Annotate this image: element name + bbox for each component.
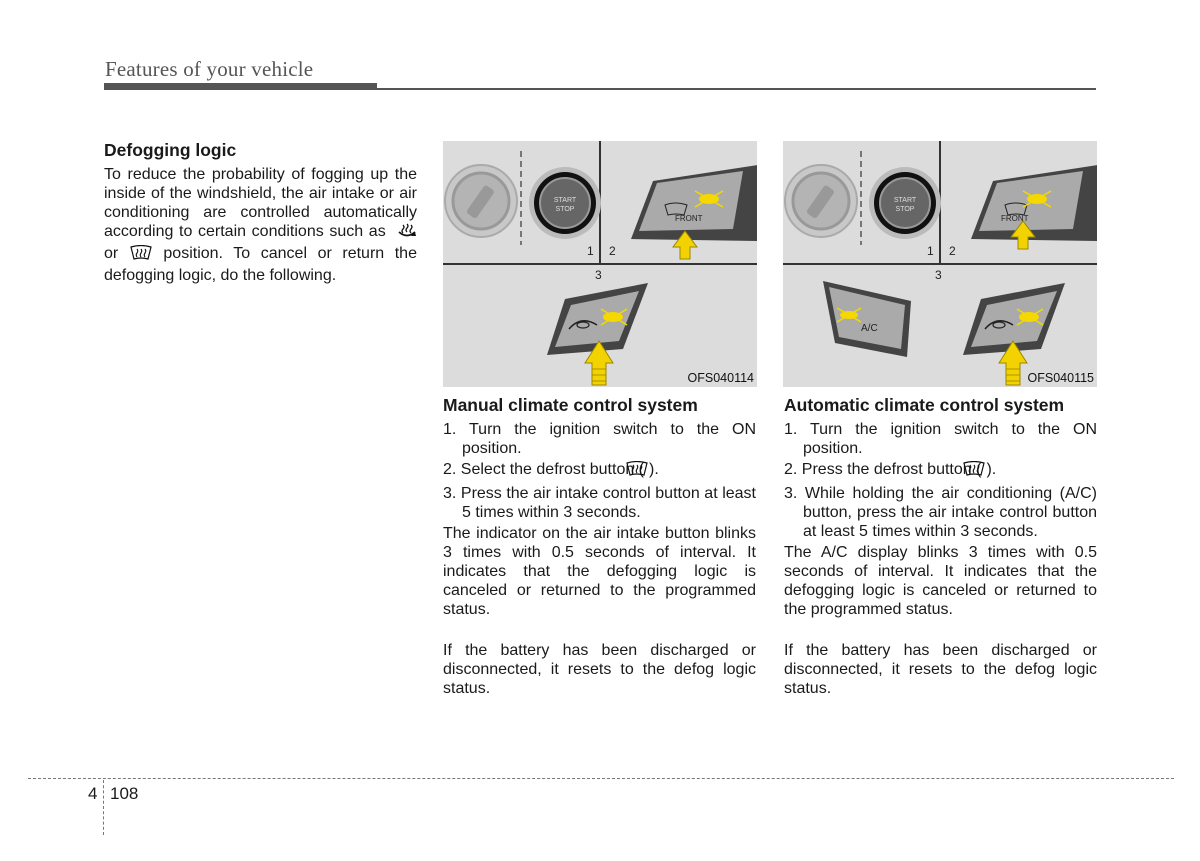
manual-step-1: 1. Turn the ignition switch to the ON position. — [443, 421, 756, 457]
page-number: 108 — [110, 784, 139, 803]
header-rule-thick — [104, 83, 377, 90]
automatic-illustration — [783, 141, 1097, 387]
chapter-number: 4 — [88, 784, 98, 803]
manual-illustration — [443, 141, 757, 387]
callout-3: 3 — [595, 268, 602, 282]
automatic-battery-paragraph: If the battery has been discharged or disconnected, it resets to the defog logic status. — [784, 642, 1097, 697]
automatic-climate-section — [784, 389, 1097, 698]
figure-manual-climate — [443, 141, 757, 387]
defogging-logic-section — [104, 140, 417, 285]
svg-text:STOP: STOP — [555, 206, 575, 213]
defog-mode-icon — [397, 223, 417, 244]
intro-text-or: or — [104, 245, 119, 262]
ignition-key-icon — [445, 165, 517, 237]
manual-heading: Manual climate control system — [443, 395, 698, 415]
automatic-step-3: 3. While holding the air conditioning (A/C) button, press the air intake control button at least 5 times within 3 seconds. — [784, 485, 1097, 540]
figure-code: OFS040115 — [1027, 371, 1094, 385]
header-rule-thin — [377, 88, 1096, 90]
manual-step-2-end: ). — [649, 461, 659, 478]
manual-steps — [443, 420, 756, 522]
automatic-heading: Automatic climate control system — [784, 395, 1065, 415]
manual-step-3: 3. Press the air intake control button at least 5 times within 3 seconds. — [443, 485, 756, 521]
automatic-steps — [784, 420, 1097, 541]
automatic-step-2-end: ). — [986, 461, 997, 478]
manual-battery-paragraph: If the battery has been discharged or disconnected, it resets to the defog logic status. — [443, 642, 756, 697]
automatic-step-2 — [784, 460, 1097, 482]
footer-dashed-rule — [28, 778, 1174, 779]
callout-1: 1 — [927, 244, 934, 258]
intro-text-2: position. To cancel or return the defogging logic, do the following. — [104, 245, 417, 284]
running-header-title: Features of your vehicle — [105, 57, 314, 81]
callout-1: 1 — [587, 244, 594, 258]
section-heading: Defogging logic — [104, 140, 237, 160]
front-defrost-icon — [129, 245, 153, 266]
automatic-step-1: 1. Turn the ignition switch to the ON position. — [784, 421, 1097, 457]
manual-step-2-text: 2. Select the defrost button ( — [443, 461, 645, 478]
svg-text:A/C: A/C — [861, 323, 878, 334]
intro-text-1: To reduce the probability of fogging up the inside of the windshield, the air intake or air conditioning are controlled automatically according to certain conditions such as — [104, 166, 417, 240]
manual-step-2 — [443, 460, 756, 482]
ignition-key-icon — [785, 165, 857, 237]
automatic-indicator-paragraph: The A/C display blinks 3 times with 0.5 seconds of interval. It indicates that the defogging logic is canceled or returned to the programmed status. — [784, 544, 1097, 618]
manual-indicator-paragraph: The indicator on the air intake button blinks 3 times with 0.5 seconds of interval. It indicates that the defogging logic is canceled or returned to the programmed status. — [443, 525, 756, 618]
svg-text:START: START — [893, 197, 917, 204]
intro-paragraph — [104, 165, 417, 285]
automatic-step-2-text: 2. Press the defrost button ( — [784, 461, 982, 478]
figure-code: OFS040114 — [687, 371, 754, 385]
manual-climate-section — [443, 389, 756, 698]
callout-3: 3 — [935, 268, 942, 282]
figure-automatic-climate — [783, 141, 1097, 387]
footer-dashed-divider — [103, 780, 104, 835]
svg-text:START: START — [553, 197, 577, 204]
svg-text:STOP: STOP — [895, 206, 915, 213]
svg-text:FRONT: FRONT — [675, 214, 703, 223]
svg-text:FRONT: FRONT — [1001, 214, 1029, 223]
callout-2: 2 — [609, 244, 616, 258]
start-stop-button-icon — [869, 167, 941, 239]
start-stop-button-icon — [529, 167, 601, 239]
callout-2: 2 — [949, 244, 956, 258]
